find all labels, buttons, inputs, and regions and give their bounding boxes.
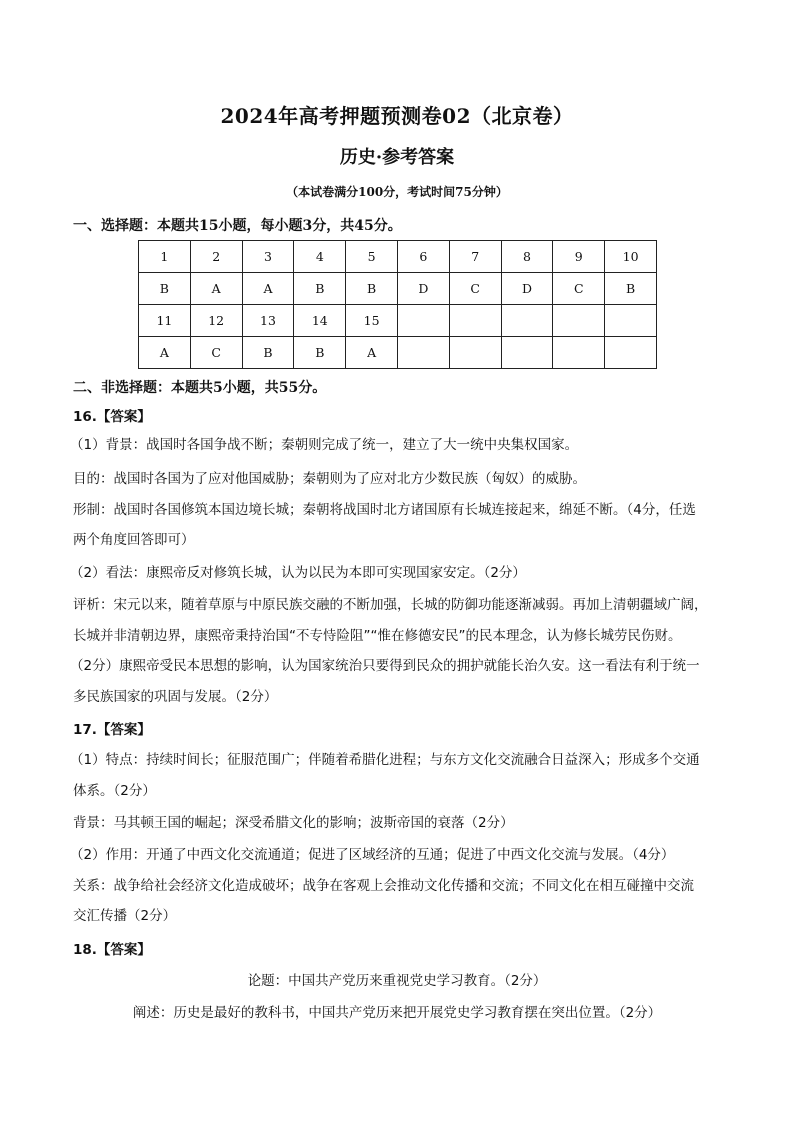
answer-table-cell: 15 (346, 305, 398, 337)
answer-table-cell (553, 305, 605, 337)
answer-table-cell: 14 (294, 305, 346, 337)
answer-table-cell (449, 305, 501, 337)
answer-table-cell: B (605, 273, 657, 305)
q18-line: 论题：中国共产党历来重视党史学习教育。（2分） (247, 973, 547, 989)
answer-table-cell (449, 337, 501, 369)
q17-line: 背景：马其顿王国的崛起；深受希腊文化的影响；波斯帝国的衰落（2分） (73, 815, 514, 831)
answer-table-cell (605, 337, 657, 369)
q16-line: 目的：战国时各国为了应对他国威胁；秦朝则为了应对北方少数民族（匈奴）的威胁。 (73, 471, 586, 487)
q17-line: （2）作用：开通了中西文化交流通道；促进了区域经济的互通；促进了中西文化交流与发展。（4分） (70, 847, 675, 863)
answer-table-row (139, 337, 657, 369)
answer-table-cell: 8 (501, 241, 553, 273)
answer-table-cell: B (294, 273, 346, 305)
q16-line: 形制：战国时各国修筑本国边境长城；秦朝将战国时北方诸国原有长城连接起来，绵延不断。（4分，任选 (73, 502, 696, 518)
answer-table-cell: A (190, 273, 242, 305)
answer-table-row (139, 273, 657, 305)
q17-line: 交汇传播（2分） (73, 908, 177, 924)
answer-table-cell: B (294, 337, 346, 369)
answer-table-cell: C (190, 337, 242, 369)
answer-table-cell (553, 337, 605, 369)
answer-table-cell: 5 (346, 241, 398, 273)
q16-line: 长城并非清朝边界，康熙帝秉持治国“不专恃险阻”“惟在修德安民”的民本理念，认为修长城劳民伤财。 (73, 628, 682, 644)
q16-line: （1）背景：战国时各国争战不断；秦朝则完成了统一，建立了大一统中央集权国家。 (70, 437, 579, 453)
answer-table-cell: 3 (242, 241, 294, 273)
answer-table-row (139, 305, 657, 337)
q16-line: 多民族国家的巩固与发展。（2分） (73, 689, 278, 705)
answer-table-cell: A (346, 337, 398, 369)
answer-table-cell: 11 (139, 305, 191, 337)
answer-table-cell: A (139, 337, 191, 369)
q16-line: 评析：宋元以来，随着草原与中原民族交融的不断加强，长城的防御功能逐渐减弱。再加上清朝疆域广阔， (73, 597, 708, 613)
answer-table-cell: C (449, 273, 501, 305)
answer-table-cell: 2 (190, 241, 242, 273)
answer-table-cell (501, 305, 553, 337)
answer-table (138, 240, 657, 369)
answer-table-cell: 13 (242, 305, 294, 337)
answer-table-cell: D (501, 273, 553, 305)
answer-table-cell: 10 (605, 241, 657, 273)
q16-line: 两个角度回答即可） (73, 532, 195, 548)
exam-note: （本试卷满分100分，考试时间75分钟） (286, 185, 508, 199)
q17-line: （1）特点：持续时间长；征服范围广；伴随着希腊化进程；与东方文化交流融合日益深入；形成多个交通 (70, 752, 700, 768)
q18-line: 阐述：历史是最好的教科书，中国共产党历来把开展党史学习教育摆在突出位置。（2分） (132, 1005, 662, 1021)
answer-table-cell (397, 305, 449, 337)
answer-table-cell: 4 (294, 241, 346, 273)
answer-table-cell: B (346, 273, 398, 305)
answer-table-cell: 7 (449, 241, 501, 273)
answer-table-cell: 12 (190, 305, 242, 337)
q16-line: （2分）康熙帝受民本思想的影响，认为国家统治只要得到民众的拥护就能长治久安。这一看法有利于统一 (70, 658, 700, 674)
answer-table-cell: A (242, 273, 294, 305)
answer-table-cell: 6 (397, 241, 449, 273)
q17-line: 体系。（2分） (73, 783, 156, 799)
answer-table-cell: B (139, 273, 191, 305)
answer-table-cell (397, 337, 449, 369)
page-title: 2024年高考押题预测卷02（北京卷） (220, 104, 574, 128)
answer-table-cell (605, 305, 657, 337)
section-2-heading: 二、非选择题：本题共5小题，共55分。 (73, 380, 327, 396)
answer-table-row (139, 241, 657, 273)
q18-heading: 18.【答案】 (73, 942, 151, 958)
answer-table-cell: 1 (139, 241, 191, 273)
answer-table-cell: D (397, 273, 449, 305)
q16-heading: 16.【答案】 (73, 409, 151, 425)
answer-table-cell (501, 337, 553, 369)
q17-heading: 17.【答案】 (73, 722, 151, 738)
page-subtitle: 历史·参考答案 (339, 147, 455, 168)
q16-line: （2）看法：康熙帝反对修筑长城，认为以民为本即可实现国家安定。（2分） (70, 565, 526, 581)
answer-table-cell: B (242, 337, 294, 369)
answer-table-cell: C (553, 273, 605, 305)
answer-table-cell: 9 (553, 241, 605, 273)
q17-line: 关系：战争给社会经济文化造成破坏；战争在客观上会推动文化传播和交流；不同文化在相互碰撞中交流 (73, 878, 694, 894)
section-1-heading: 一、选择题：本题共15小题，每小题3分，共45分。 (73, 218, 402, 234)
